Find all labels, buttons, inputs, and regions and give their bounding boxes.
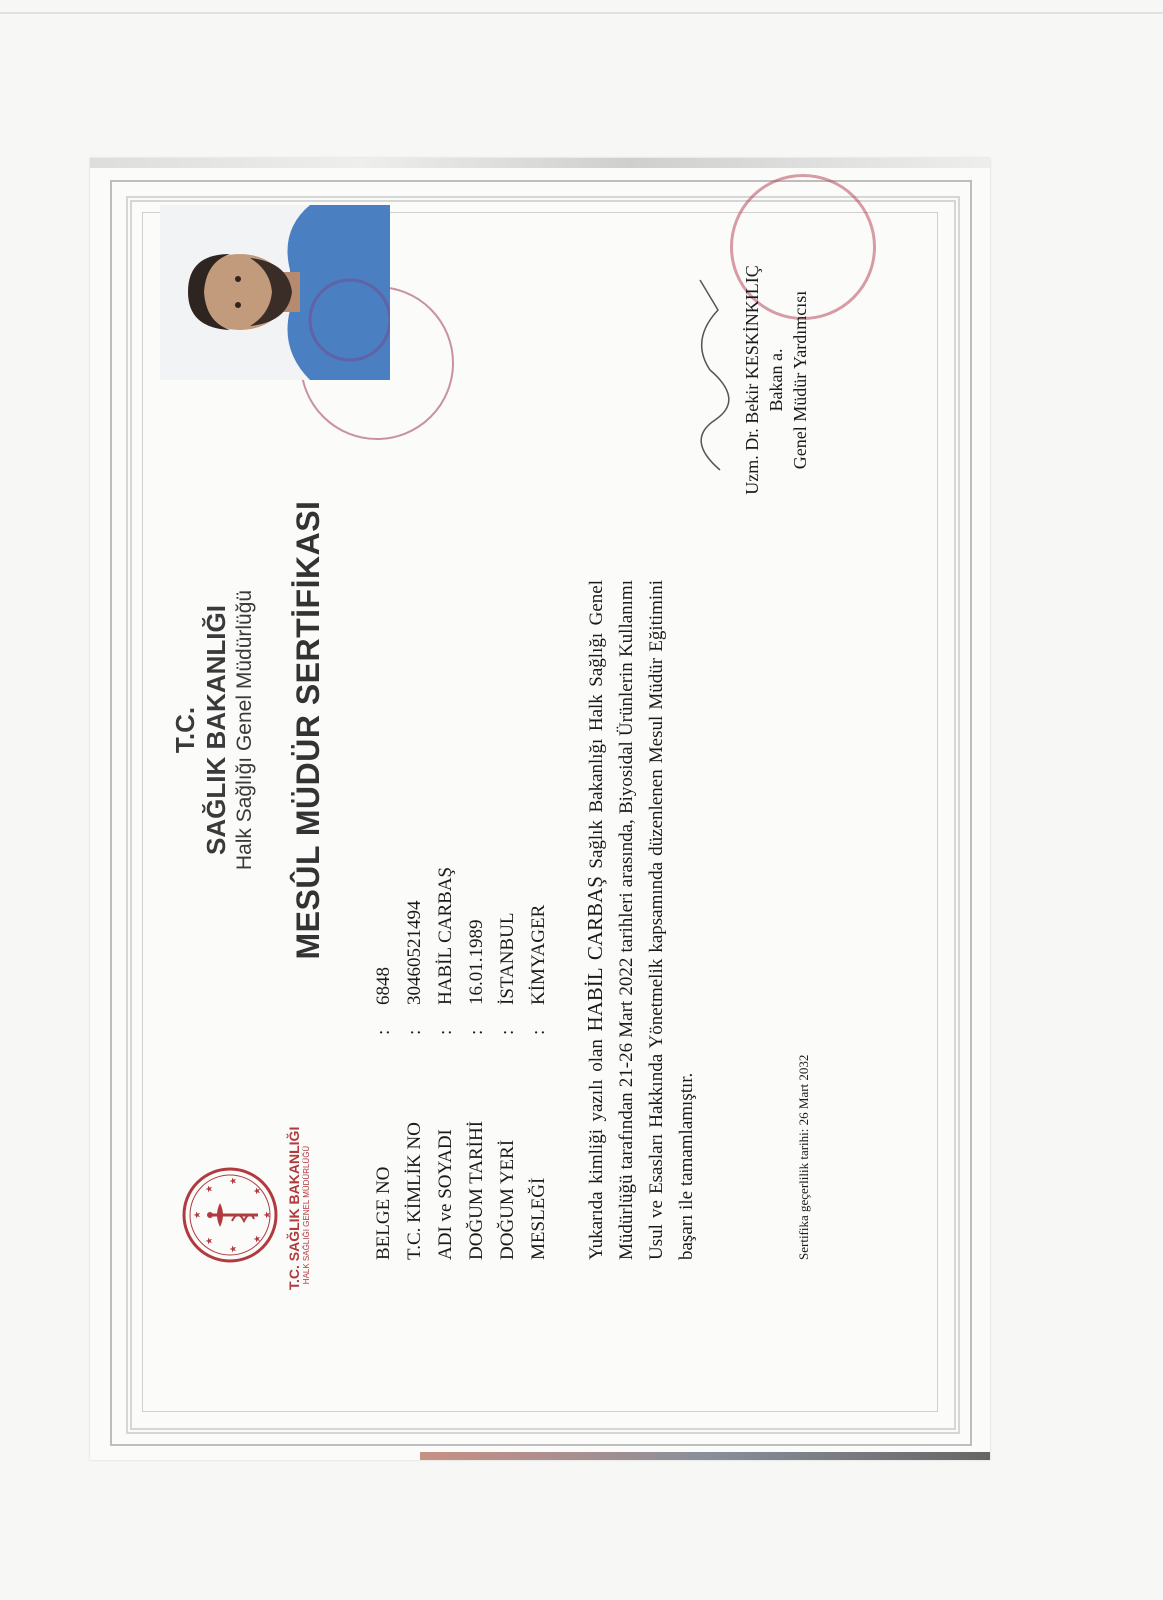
certificate-title: MESÛL MÜDÜR SERTİFİKASI xyxy=(290,500,326,960)
certificate-content xyxy=(140,140,880,1320)
field-value: 30460521494 xyxy=(404,900,425,1005)
signatory-block xyxy=(740,220,812,540)
svg-text:★: ★ xyxy=(228,1176,238,1186)
header-directorate: Halk Sağlığı Genel Müdürlüğü xyxy=(233,589,256,871)
field-value: 16.01.1989 xyxy=(466,919,487,1005)
svg-text:★: ★ xyxy=(252,1234,262,1244)
field-row-profession xyxy=(523,867,554,1260)
validity-date: Sertifika geçerlilik tarihi: 26 Mart 2032 xyxy=(796,1054,811,1260)
svg-text:★: ★ xyxy=(252,1186,262,1196)
field-label: T.C. KİMLİK NO xyxy=(404,1122,425,1260)
scan-edge xyxy=(0,12,1163,14)
field-value: KİMYAGER xyxy=(528,904,549,1005)
certificate-statement xyxy=(580,580,702,1260)
logo-name: T.C. SAĞLIK BAKANLIĞI xyxy=(286,1126,302,1290)
signatory-line2: Bakan a. xyxy=(766,348,786,412)
holder-photo xyxy=(160,205,390,380)
statement-body: Sağlık Bakanlığı Halk Sağlığı Genel Müdürlüğü tarafından 21-26 Mart 2022 tarihleri arasında, Biyosidal Ürünlerin Kullanımı Usul ve Esasları Hakkında Yönetmelik kapsamında düzenlenen Mesul Müdür Eğitimini başarı ile tamamlamıştır. xyxy=(586,580,697,1260)
svg-text:★: ★ xyxy=(192,1210,202,1220)
signature-icon xyxy=(680,260,740,480)
certificate-fields xyxy=(368,867,554,1260)
field-colon: : xyxy=(404,1029,425,1035)
field-row-birth-date xyxy=(461,867,492,1260)
field-colon: : xyxy=(497,1029,518,1035)
field-label: MESLEĞİ xyxy=(528,1177,549,1260)
field-row-birth-place xyxy=(492,867,523,1260)
field-value: HABİL CARBAŞ xyxy=(435,866,456,1005)
field-value: 6848 xyxy=(373,967,394,1005)
svg-text:★: ★ xyxy=(228,1244,238,1254)
statement-intro: Yukarıda kimliği yazılı olan xyxy=(586,1039,607,1260)
svg-text:★: ★ xyxy=(262,1210,272,1220)
svg-text:★: ★ xyxy=(204,1184,214,1194)
header-ministry: SAĞLIK BAKANLIĞI xyxy=(201,605,231,855)
field-label: DOĞUM YERİ xyxy=(497,1139,518,1260)
field-colon: : xyxy=(466,1029,487,1035)
statement-holder-name: HABİL CARBAŞ xyxy=(583,876,607,1032)
field-colon: : xyxy=(373,1029,394,1035)
person-photo-icon xyxy=(160,205,390,380)
field-label: DOĞUM TARİHİ xyxy=(466,1120,487,1260)
paper-bottom-edge xyxy=(420,1452,990,1460)
field-row-kimlik-no xyxy=(399,867,430,1260)
field-colon: : xyxy=(435,1029,456,1035)
svg-text:★: ★ xyxy=(204,1236,214,1246)
field-label: ADI ve SOYADI xyxy=(435,1129,456,1260)
signatory-title: Genel Müdür Yardımcısı xyxy=(790,290,810,470)
signatory-name: Uzm. Dr. Bekir KESKİNKILIÇ xyxy=(742,265,762,495)
field-row-belge-no xyxy=(368,867,399,1260)
logo-subtitle: HALK SAĞLIĞI GENEL MÜDÜRLÜĞÜ xyxy=(302,1145,311,1285)
field-colon: : xyxy=(528,1029,549,1035)
field-row-name xyxy=(430,867,461,1260)
field-value: İSTANBUL xyxy=(497,912,518,1005)
field-label: BELGE NO xyxy=(373,1166,394,1260)
header-tc: T.C. xyxy=(170,706,200,754)
